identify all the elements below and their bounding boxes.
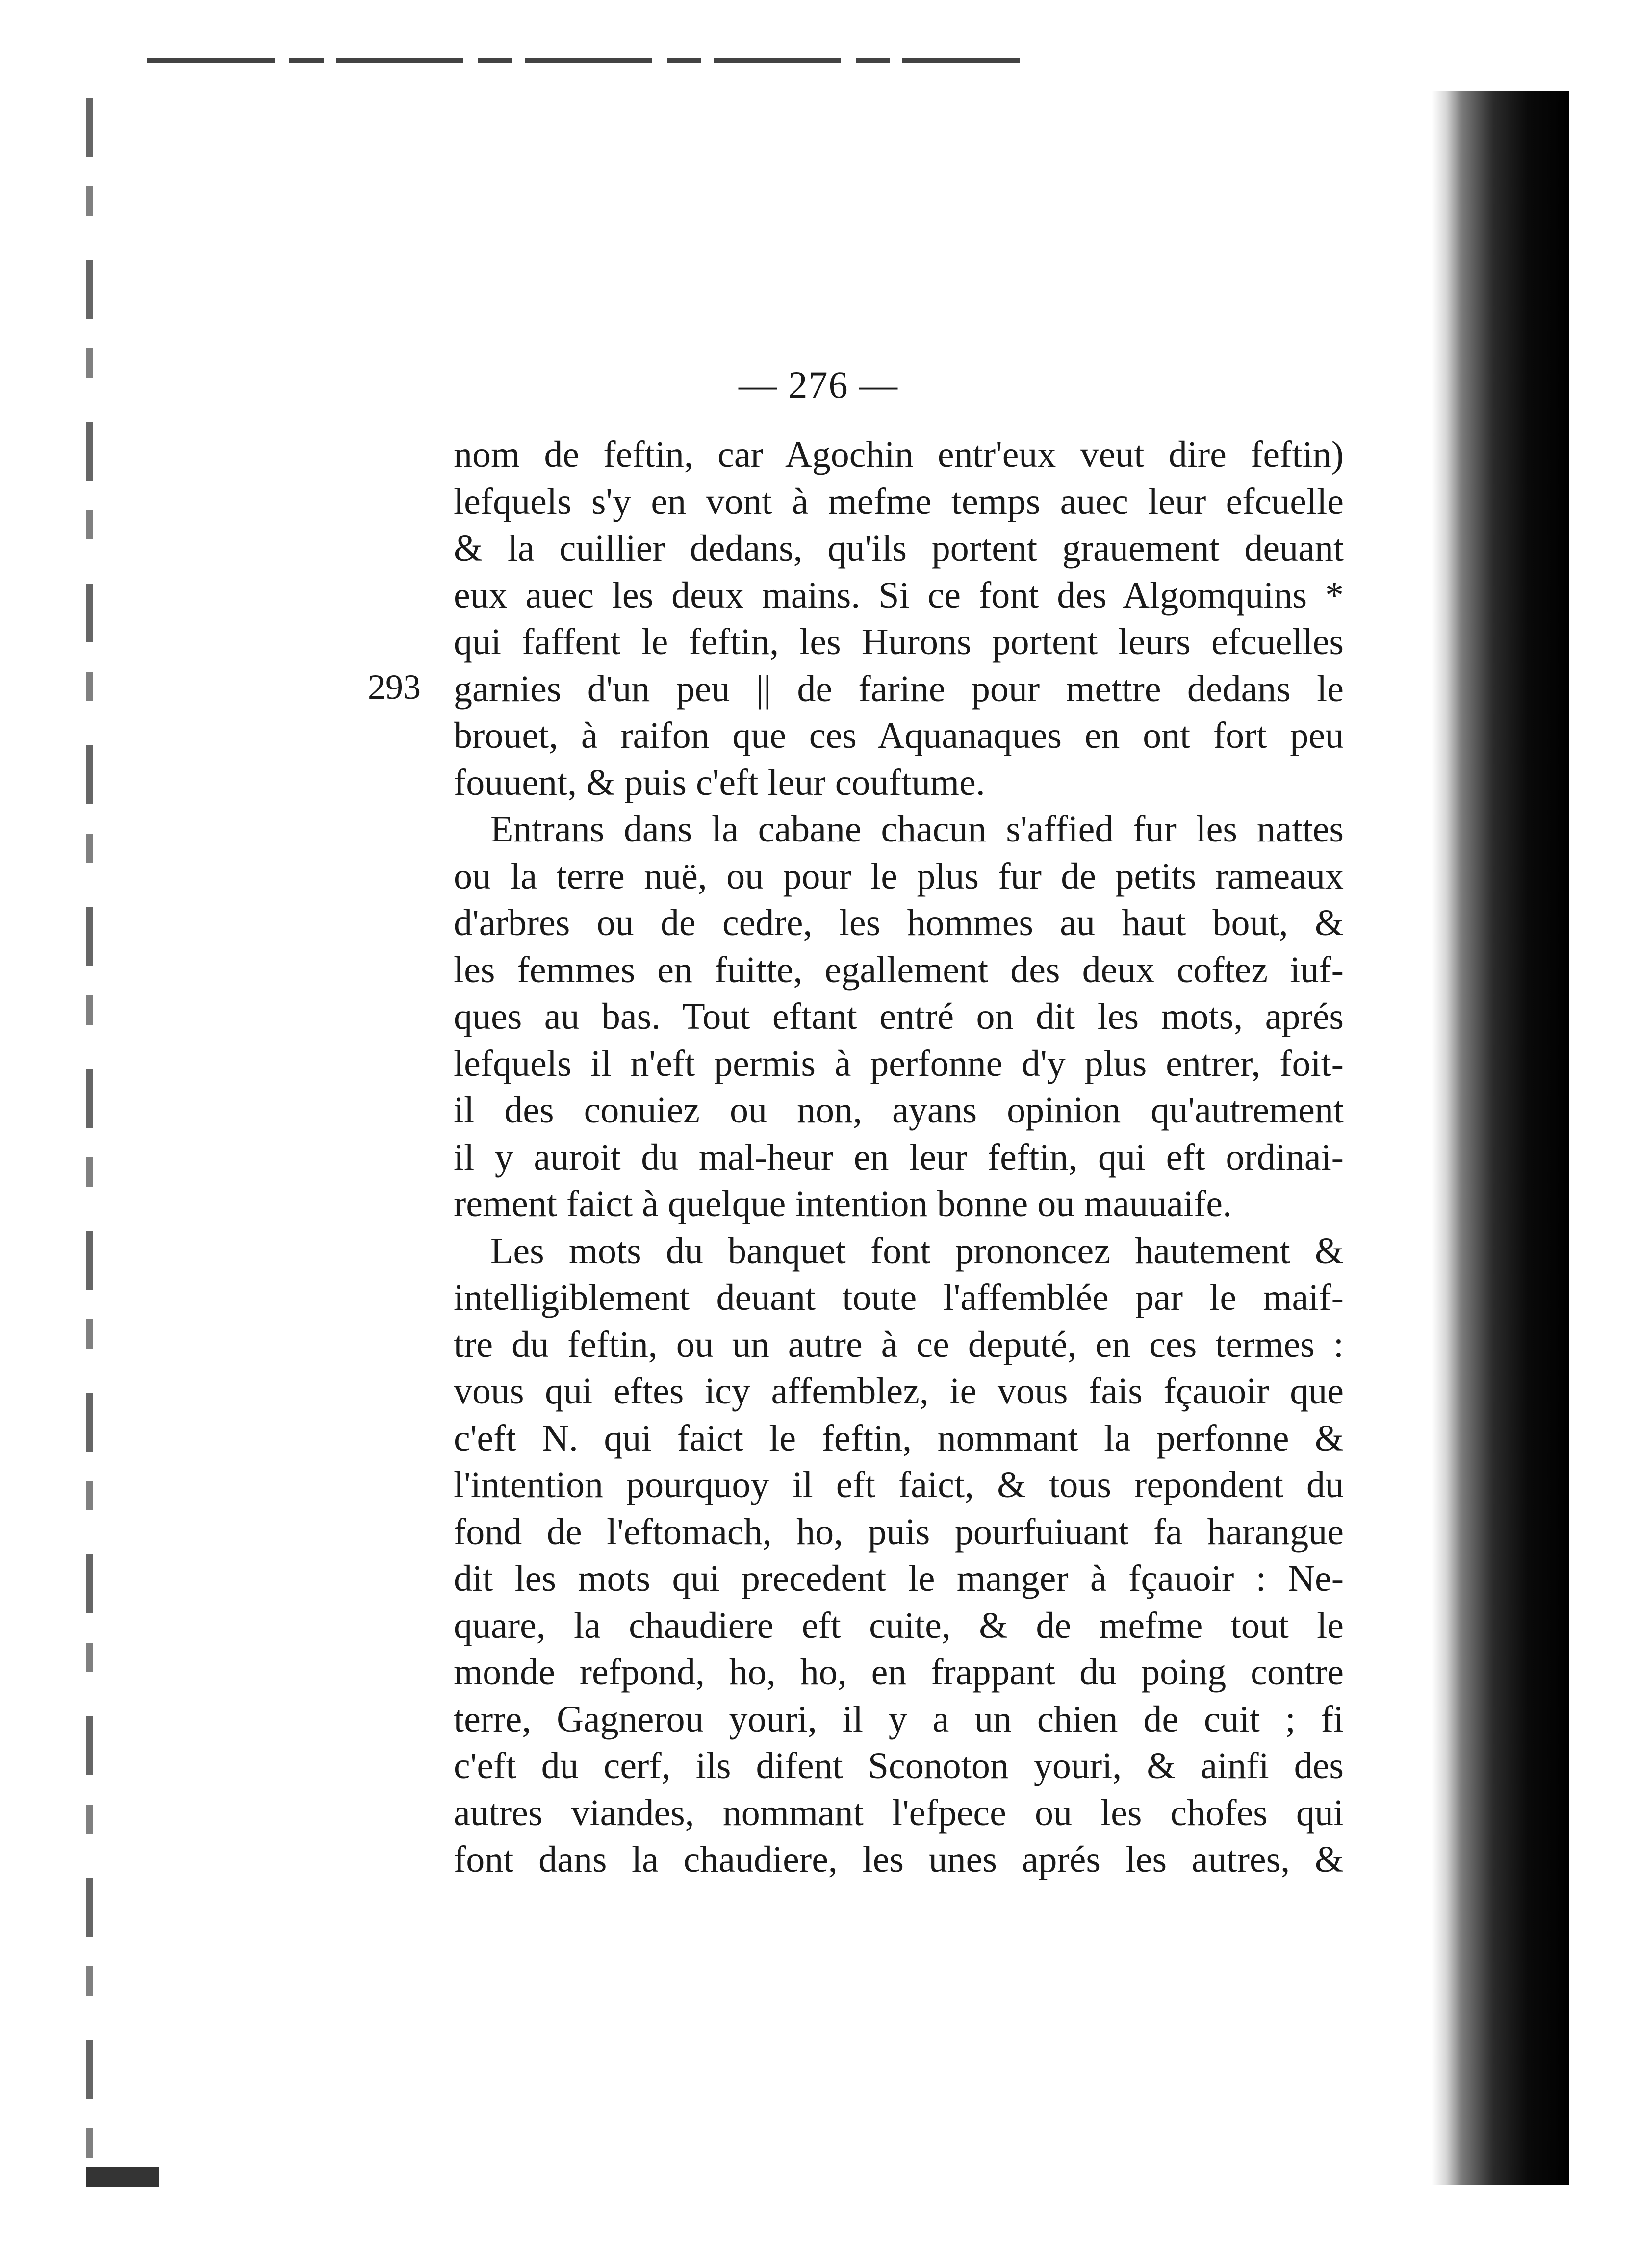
text-line: c'eft N. qui faict le feftin, nommant la perfonne & <box>454 1417 1344 1459</box>
text-line: dit les mots qui precedent le manger à fçauoir : Ne- <box>454 1558 1344 1599</box>
text-line: fouuent, & puis c'eft leur couftume. <box>454 762 985 803</box>
text-line: quare, la chaudiere eft cuite, & de mefme tout le <box>454 1605 1344 1646</box>
text-line: qui faffent le feftin, les Hurons portent leurs efcuelles <box>454 621 1344 663</box>
text-line: il y auroit du mal-heur en leur feftin, qui eft ordinai- <box>454 1136 1344 1178</box>
page-number: — 276 — <box>739 363 898 406</box>
text-line: garnies d'un peu || de farine pour mettre dedans le <box>454 668 1344 710</box>
text-line: ques au bas. Tout eftant entré on dit les mots, aprés <box>454 996 1344 1037</box>
text-line: il des conuiez ou non, ayans opinion qu'autrement <box>454 1090 1344 1131</box>
text-line: ou la terre nuë, ou pour le plus fur de petits rameaux <box>454 855 1344 897</box>
text-line: Entrans dans la cabane chacun s'affied fur les nattes <box>490 809 1344 850</box>
text-line: vous qui eftes icy affemblez, ie vous fais fçauoir que <box>454 1371 1344 1412</box>
scan-left-foot <box>86 2167 159 2187</box>
text-line: lefquels s'y en vont à mefme temps auec leur efcuelle <box>454 481 1344 522</box>
text-line: les femmes en fuitte, egallement des deux coftez iuf- <box>454 949 1344 991</box>
text-line: d'arbres ou de cedre, les hommes au haut bout, & <box>454 902 1344 943</box>
body-text <box>454 432 1344 1884</box>
text-line: lefquels il n'eft permis à perfonne d'y plus entrer, foit- <box>454 1043 1344 1084</box>
text-line: autres viandes, nommant l'efpece ou les chofes qui <box>454 1792 1344 1834</box>
text-line: fond de l'eftomach, ho, puis pourfuiuant fa harangue <box>454 1511 1344 1553</box>
text-line: nom de feftin, car Agochin entr'eux veut dire feftin) <box>454 434 1344 475</box>
text-line: brouet, à raifon que ces Aquanaques en ont fort peu <box>454 715 1344 756</box>
text-line: & la cuillier dedans, qu'ils portent grauement deuant <box>454 528 1344 569</box>
text-line: font dans la chaudiere, les unes aprés les autres, & <box>454 1839 1344 1880</box>
text-line: eux auec les deux mains. Si ce font des Algomquins * <box>454 574 1344 616</box>
text-line: c'eft du cerf, ils difent Sconoton youri, & ainfi des <box>454 1745 1344 1786</box>
scan-left-edge <box>86 98 93 2187</box>
text-line: terre, Gagnerou youri, il y a un chien de cuit ; fi <box>454 1698 1344 1740</box>
text-line: monde refpond, ho, ho, en frappant du poing contre <box>454 1652 1344 1693</box>
text-line: rement faict à quelque intention bonne ou mauuaife. <box>454 1183 1232 1224</box>
text-line: Les mots du banquet font prononcez hautement & <box>490 1230 1344 1272</box>
text-line: l'intention pourquoy il eft faict, & tous repondent du <box>454 1464 1344 1505</box>
text-line: intelligiblement deuant toute l'affemblée par le maif- <box>454 1277 1344 1318</box>
margin-note: 293 <box>368 667 421 707</box>
scan-top-border <box>147 58 1020 63</box>
text-line: tre du feftin, ou un autre à ce deputé, en ces termes : <box>454 1324 1344 1365</box>
